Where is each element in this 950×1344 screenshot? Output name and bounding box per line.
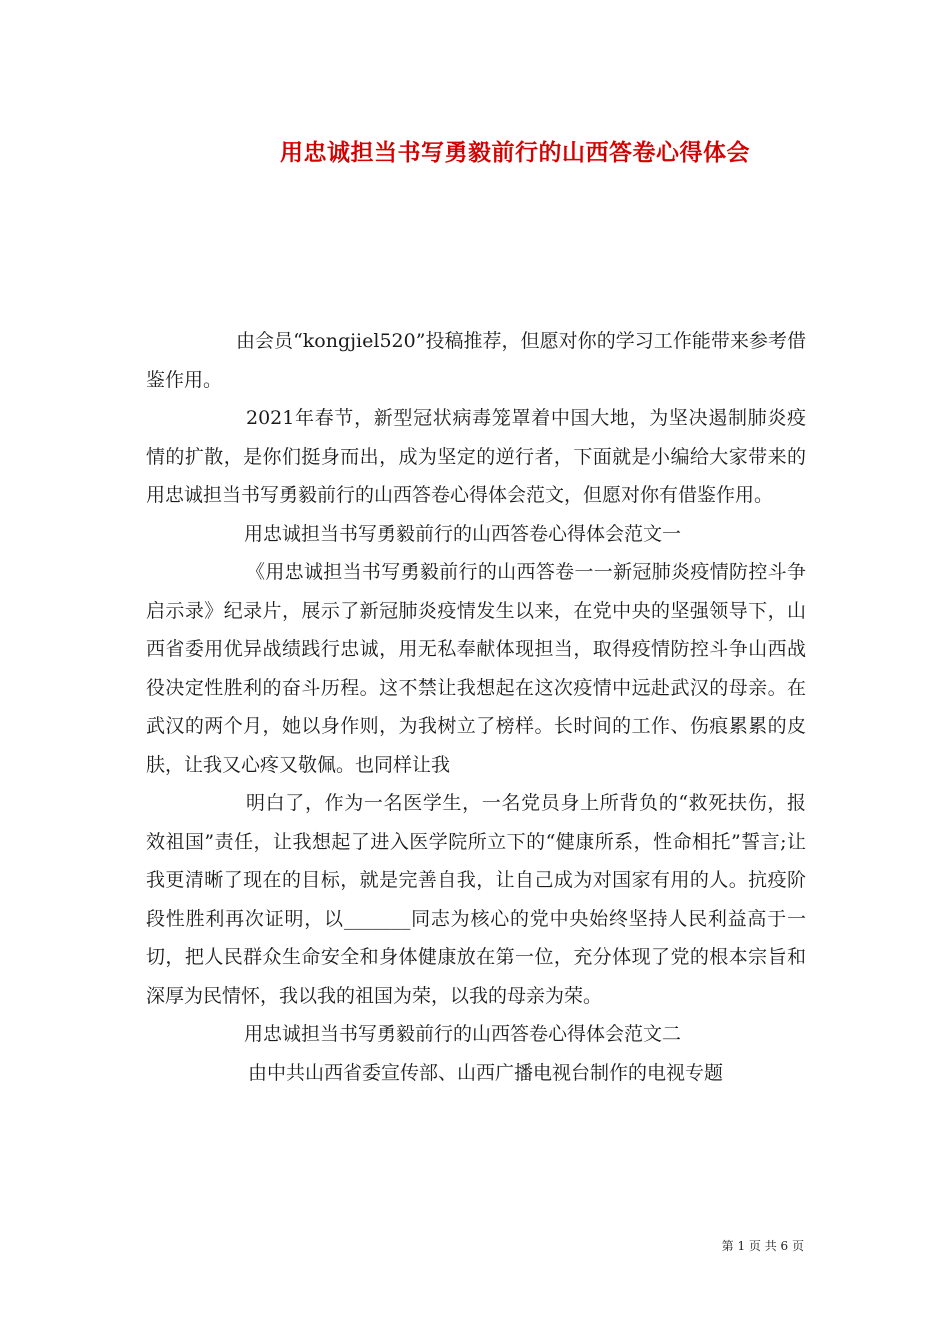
document-title: 用忠诚担当书写勇毅前行的山西答卷心得体会: [280, 139, 750, 166]
essay-1-paragraph-1: 《用忠诚担当书写勇毅前行的山西答卷一一新冠肺炎疫情防控斗争启示录》纪录片，展示了新冠肺炎疫情发生以来，在党中央的坚强领导下，山西省委用优异战绩践行忠诚，用无私奉献体现担当，取得疫情防控斗争山西战役决定性胜利的奋斗历程。这不禁让我想起在这次疫情中远赴武汉的母亲。在武汉的两个月，她以身作则，为我树立了榜样。长时间的工作、伤痕累累的皮肤，让我又心疼又敬佩。也同样让我: [146, 561, 806, 776]
section-heading-1: 用忠诚担当书写勇毅前行的山西答卷心得体会范文一: [244, 522, 682, 545]
document-body: [146, 322, 806, 1092]
page-number: 第 1 页 共 6 页: [721, 1239, 804, 1253]
essay-2-paragraph-1: 由中共山西省委宣传部、山西广播电视台制作的电视专题: [248, 1061, 724, 1084]
section-heading-2: 用忠诚担当书写勇毅前行的山西答卷心得体会范文二: [244, 1023, 682, 1045]
background-paragraph: 2021年春节，新型冠状病毒笼罩着中国大地，为坚决遏制肺炎疫情的扩散，是你们挺身而出，成为坚定的逆行者，下面就是小编给大家带来的用忠诚担当书写勇毅前行的山西答卷心得体会范文，但愿对你有借鉴作用。: [146, 407, 806, 506]
intro-paragraph: 由会员“kongjiel520”投稿推荐，但愿对你的学习工作能带来参考借鉴作用。: [146, 330, 806, 391]
essay-1-paragraph-2: 明白了，作为一名医学生，一名党员身上所背负的“救死扶伤，报效祖国”责任，让我想起了进入医学院所立下的“健康所系，性命相托”誓言;让我更清晰了现在的目标，就是完善自我，让自己成为对国家有用的人。抗疫阶段性胜利再次证明，以_______同志为核心的党中央始终坚持人民利益高于一切，把人民群众生命安全和身体健康放在第一位，充分体现了党的根本宗旨和深厚为民情怀，我以我的祖国为荣，以我的母亲为荣。: [146, 792, 806, 1007]
